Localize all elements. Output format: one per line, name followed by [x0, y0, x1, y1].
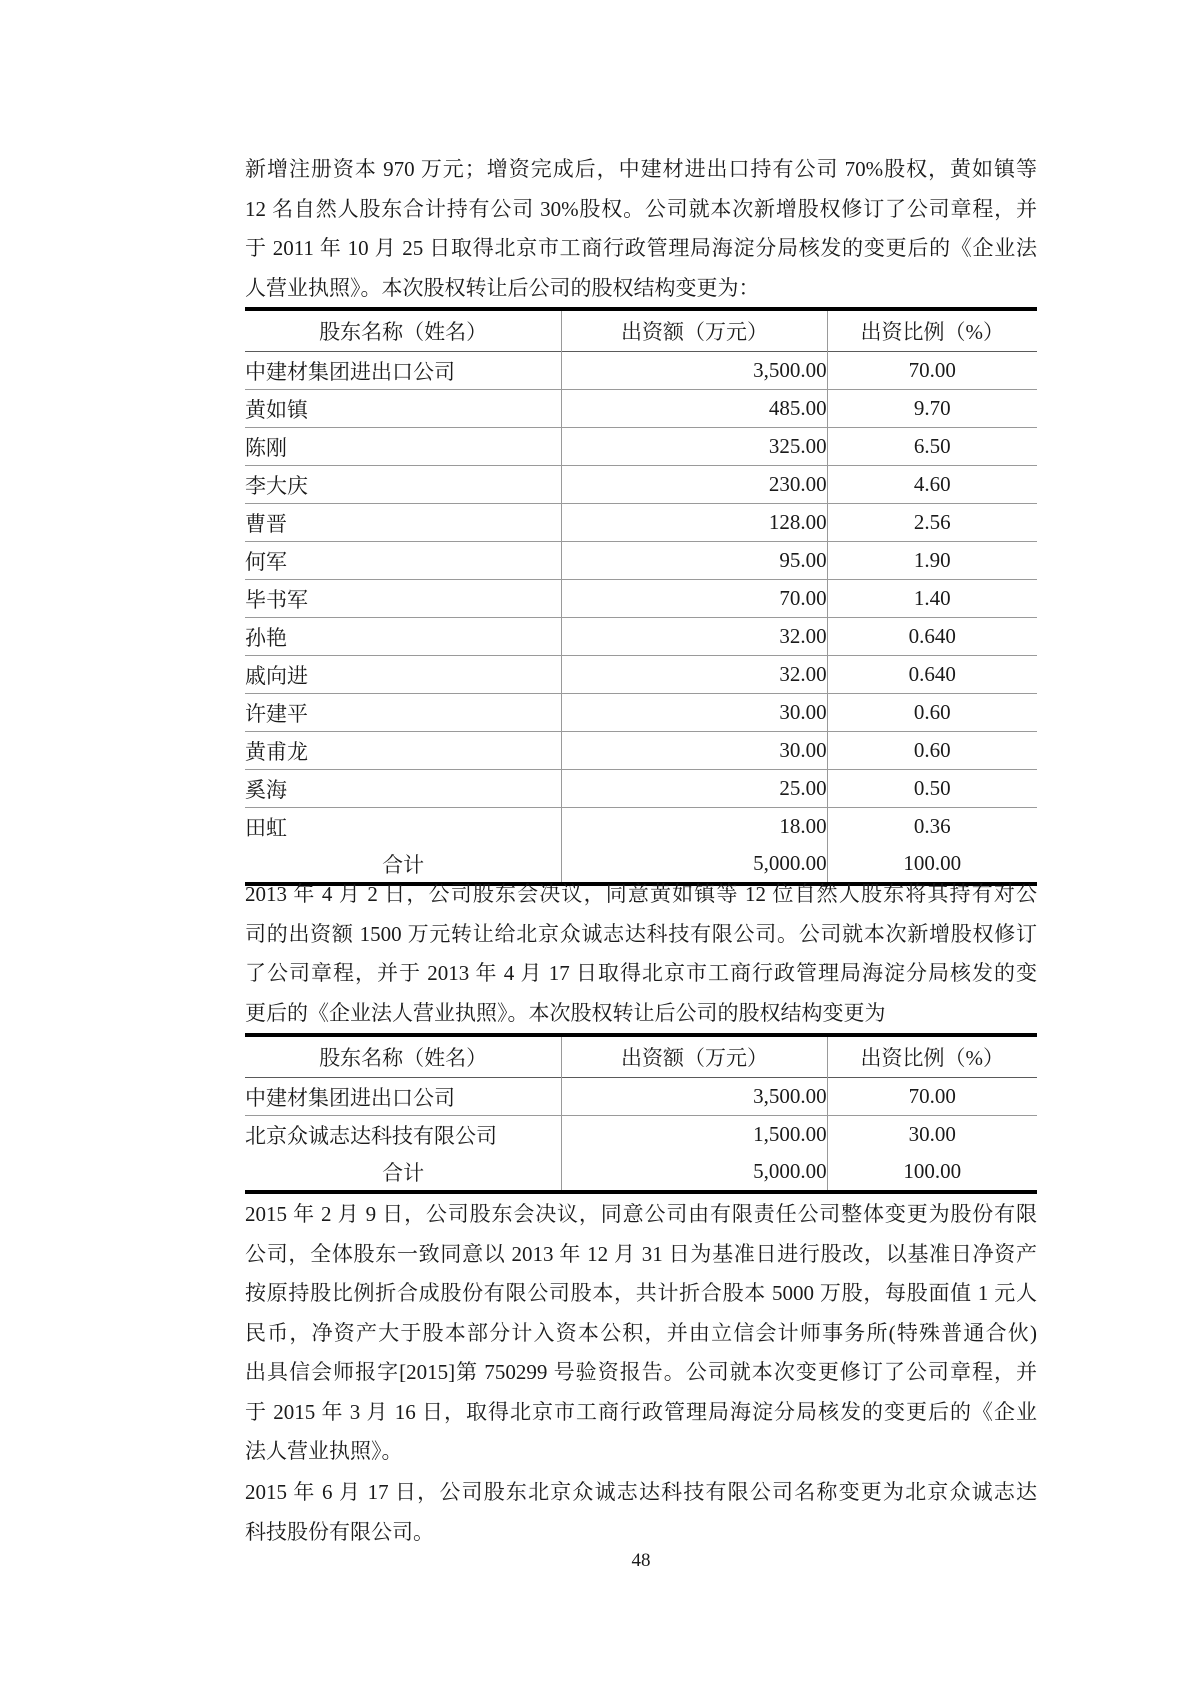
text-line: 2013 年 4 月 2 日，公司股东会决议，同意黄如镇等 12 位自然人股东将其持有对公 — [245, 882, 1037, 906]
table-row — [245, 694, 1037, 732]
text-line: 民币，净资产大于股本部分计入资本公积，并由立信会计师事务所(特殊普通合伙) — [245, 1320, 1037, 1345]
contribution-amount-cell: 3,500.00 — [562, 1078, 827, 1116]
contribution-amount-cell: 485.00 — [562, 390, 827, 428]
shareholder-name-cell: 毕书军 — [245, 580, 562, 618]
shareholder-name-cell: 戚向进 — [245, 656, 562, 694]
shareholder-name-cell: 黄如镇 — [245, 390, 562, 428]
contribution-amount-cell: 325.00 — [562, 428, 827, 466]
table-row — [245, 1116, 1037, 1154]
contribution-ratio-cell: 70.00 — [908, 1084, 956, 1108]
contribution-ratio-cell: 1.90 — [913, 548, 951, 572]
column-header-contribution-amount: 出资额（万元） — [562, 309, 827, 352]
text-line: 公司，全体股东一致同意以 2013 年 12 月 31 日为基准日进行股改，以基准日净资产 — [245, 1241, 1037, 1266]
shareholder-table-2011 — [245, 307, 1037, 886]
contribution-ratio-cell: 9.70 — [913, 396, 951, 420]
paragraph-rename-2015 — [245, 1473, 1037, 1552]
contribution-amount-cell: 30.00 — [562, 732, 827, 770]
column-header-shareholder-name: 股东名称（姓名） — [245, 1035, 562, 1078]
paragraph-equity-transfer-2013 — [245, 875, 1037, 1033]
contribution-amount-cell: 18.00 — [562, 808, 827, 846]
text-line: 了公司章程，并于 2013 年 4 月 17 日取得北京市工商行政管理局海淀分局核发的变 — [245, 961, 1037, 985]
table-row — [245, 770, 1037, 808]
contribution-ratio-cell: 6.50 — [913, 434, 951, 458]
shareholder-name-cell: 孙艳 — [245, 618, 562, 656]
table-row — [245, 466, 1037, 504]
shareholder-name-cell: 李大庆 — [245, 466, 562, 504]
contribution-ratio-cell: 30.00 — [908, 1122, 956, 1146]
contribution-ratio-cell: 0.36 — [913, 814, 951, 838]
text-line: 按原持股比例折合成股份有限公司股本，共计折合股本 5000 万股，每股面值 1 元人 — [245, 1281, 1037, 1305]
shareholder-table-2013 — [245, 1033, 1037, 1194]
table-row — [245, 808, 1037, 846]
contribution-amount-cell: 230.00 — [562, 466, 827, 504]
contribution-ratio-cell: 1.40 — [913, 586, 951, 610]
total-ratio: 100.00 — [903, 851, 962, 875]
text-line: 人营业执照》。本次股权转让后公司的股权结构变更为： — [245, 275, 760, 300]
text-line: 于 2015 年 3 月 16 日，取得北京市工商行政管理局海淀分局核发的变更后的《企业 — [245, 1399, 1037, 1424]
paragraph-conversion-2015 — [245, 1195, 1037, 1472]
table-row — [245, 1078, 1037, 1116]
table-row — [245, 428, 1037, 466]
text-line: 2015 年 2 月 9 日，公司股东会决议，同意公司由有限责任公司整体变更为股份有限 — [245, 1202, 1037, 1226]
text-line: 新增注册资本 970 万元；增资完成后，中建材进出口持有公司 70%股权，黄如镇等 — [245, 157, 1037, 181]
shareholder-name-cell: 曹晋 — [245, 504, 562, 542]
column-header-shareholder-name: 股东名称（姓名） — [245, 309, 562, 352]
table-row — [245, 580, 1037, 618]
shareholder-name-cell: 陈刚 — [245, 428, 562, 466]
table-row — [245, 732, 1037, 770]
contribution-ratio-cell: 4.60 — [913, 472, 951, 496]
text-line: 法人营业执照》。 — [245, 1439, 403, 1463]
table-row — [245, 390, 1037, 428]
contribution-ratio-cell: 0.640 — [908, 624, 956, 648]
contribution-amount-cell: 128.00 — [562, 504, 827, 542]
table-row — [245, 504, 1037, 542]
table-row — [245, 542, 1037, 580]
text-line: 出具信会师报字[2015]第 750299 号验资报告。公司就本次变更修订了公司章程，并 — [245, 1360, 1037, 1384]
shareholder-name-cell: 何军 — [245, 542, 562, 580]
total-label: 合计 — [245, 1153, 562, 1192]
shareholder-name-cell: 黄甫龙 — [245, 732, 562, 770]
total-ratio: 100.00 — [903, 1159, 962, 1183]
contribution-amount-cell: 3,500.00 — [562, 352, 827, 390]
table-row — [245, 352, 1037, 390]
shareholder-name-cell: 中建材集团进出口公司 — [245, 352, 562, 390]
table-header-row — [245, 1035, 1037, 1078]
contribution-ratio-cell: 2.56 — [913, 510, 951, 534]
contribution-amount-cell: 32.00 — [562, 656, 827, 694]
table-total-row — [245, 1153, 1037, 1192]
contribution-ratio-cell: 0.60 — [913, 700, 951, 724]
contribution-ratio-cell: 0.50 — [913, 776, 951, 800]
text-line: 12 名自然人股东合计持有公司 30%股权。公司就本次新增股权修订了公司章程，并 — [245, 196, 1037, 221]
shareholder-name-cell: 中建材集团进出口公司 — [245, 1078, 562, 1116]
text-line: 科技股份有限公司。 — [245, 1519, 434, 1544]
paragraph-capital-increase — [245, 150, 1037, 308]
text-line: 更后的《企业法人营业执照》。本次股权转让后公司的股权结构变更为 — [245, 1000, 886, 1025]
total-amount: 5,000.00 — [562, 845, 827, 884]
contribution-amount-cell: 30.00 — [562, 694, 827, 732]
text-line: 2015 年 6 月 17 日，公司股东北京众诚志达科技有限公司名称变更为北京众诚志达 — [245, 1480, 1037, 1504]
text-line: 于 2011 年 10 月 25 日取得北京市工商行政管理局海淀分局核发的变更后的《企业法 — [245, 236, 1037, 260]
contribution-ratio-cell: 0.60 — [913, 738, 951, 762]
table-header-row — [245, 309, 1037, 352]
shareholder-name-cell: 田虹 — [245, 808, 562, 846]
contribution-amount-cell: 32.00 — [562, 618, 827, 656]
column-header-contribution-ratio: 出资比例（%） — [860, 1046, 1005, 1070]
contribution-amount-cell: 95.00 — [562, 542, 827, 580]
total-label: 合计 — [245, 845, 562, 884]
contribution-ratio-cell: 70.00 — [908, 358, 956, 382]
shareholder-name-cell: 奚海 — [245, 770, 562, 808]
shareholder-name-cell: 许建平 — [245, 694, 562, 732]
table-row — [245, 618, 1037, 656]
column-header-contribution-amount: 出资额（万元） — [562, 1035, 827, 1078]
shareholder-name-cell: 北京众诚志达科技有限公司 — [245, 1116, 562, 1154]
text-line: 司的出资额 1500 万元转让给北京众诚志达科技有限公司。公司就本次新增股权修订 — [245, 921, 1037, 946]
contribution-amount-cell: 25.00 — [562, 770, 827, 808]
contribution-amount-cell: 1,500.00 — [562, 1116, 827, 1154]
contribution-amount-cell: 70.00 — [562, 580, 827, 618]
total-amount: 5,000.00 — [562, 1153, 827, 1192]
contribution-ratio-cell: 0.640 — [908, 662, 956, 686]
table-row — [245, 656, 1037, 694]
page-number: 48 — [631, 1550, 651, 1571]
column-header-contribution-ratio: 出资比例（%） — [860, 320, 1005, 344]
